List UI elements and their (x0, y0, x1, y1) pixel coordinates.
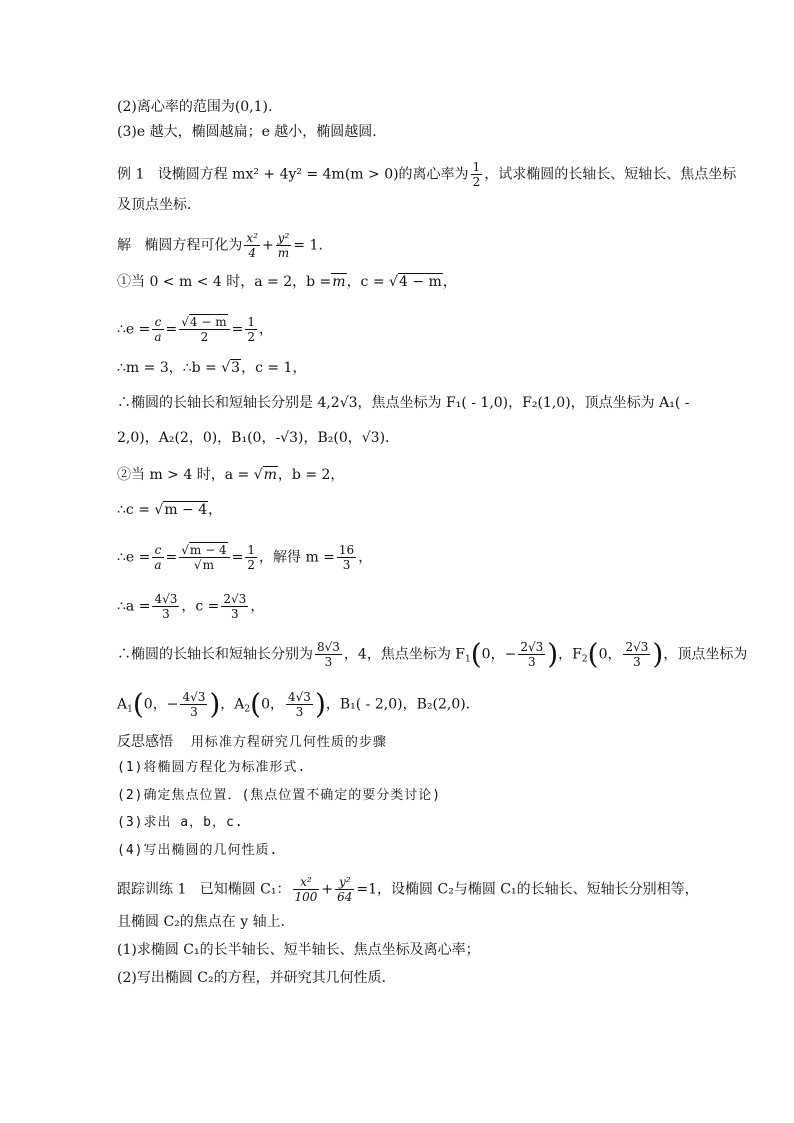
result-2-line-2: $A_1(0$，− $\frac{4√3}{3}$ )，$A_2(0$， $\frac{4√3}{3}$ )，B₁( - 2,0)，B₂(2,0)． (117, 687, 480, 721)
example-text: 设椭圆方程 mx² + 4y² = 4m(m > 0)的离心率为 (157, 166, 469, 183)
eccentricity-line-2: ∴e = $\frac{c}{a}$ = $\frac{√m - 4}{√m}$ = $\frac{1}{2}$ ，解得 m = $\frac{16}{3}$ ， (117, 543, 373, 572)
exercise-line-1: 跟踪训练 1 已知椭圆 C₁： $\frac{\text{x²}}{100}$ + $\frac{\text{y²}}{64}$ =1，设椭圆 C₂与椭圆 C₁的长轴长、短轴长分别相等， (117, 875, 699, 904)
reflection-step-3: (3)求出 a，b，c. (117, 815, 244, 830)
intro-point-2: (2)离心率的范围为(0,1). (117, 99, 273, 115)
reflection-heading (117, 732, 387, 753)
solution-label: 解 (117, 237, 131, 254)
result-2-line-1: ∴椭圆的长轴长和短轴长分别为 $\frac{8√3}{3}$ ，4，焦点坐标为 $F_1(0$，− $\frac{2√3}{3}$ )，$F_2(0$， $\frac{2√3}{3}$ )，顶点坐标为 (117, 637, 748, 671)
solution-line: 解 椭圆方程可化为 $\frac{\text{x²}}{4}$ + $\frac{\text{y²}}{m}$ = 1. (117, 231, 323, 260)
example-label: 例 1 (117, 166, 145, 183)
example-1-line-1 (117, 160, 736, 189)
case-2-line: ②当 m > 4 时，a = √m，b = 2， (117, 467, 345, 483)
eccentricity-fraction: $\frac{1}{2}$ (472, 160, 481, 189)
m-equals-3-line: ∴m = 3，∴b = √3，c = 1， (117, 360, 307, 376)
case-1-line: ①当 0 < m < 4 时，a = 2，b =m，c = √4 − m， (117, 274, 457, 290)
result-1-line-2: 2,0)，A₂(2，0)，B₁(0，-√3)，B₂(0，√3)． (117, 430, 400, 446)
eccentricity-line-1: ∴e = $\frac{c}{a}$ = $\frac{√4 - m}{2}$ = $\frac{1}{2}$ ， (117, 315, 273, 344)
c-value-line: ∴c = √m − 4， (117, 502, 223, 518)
example-1-line-2: 及顶点坐标． (117, 197, 201, 213)
exercise-label: 跟踪训练 1 (117, 881, 187, 898)
solution-eq-tail: = 1. (293, 237, 323, 254)
exercise-line-2: 且椭圆 C₂的焦点在 y 轴上． (117, 914, 295, 930)
result-1-line-1: ∴椭圆的长轴长和短轴长分别是 4,2√3，焦点坐标为 F₁( - 1,0)，F₂(1,0)，顶点坐标为 A₁( - (117, 395, 690, 411)
reflection-step-1: (1)将椭圆方程化为标准形式. (117, 760, 307, 775)
solution-text: 椭圆方程可化为 (144, 237, 243, 254)
exercise-question-1: (1)求椭圆 C₁的长半轴长、短半轴长、焦点坐标及离心率； (117, 942, 480, 958)
reflection-subtitle: 用标准方程研究几何性质的步骤 (190, 735, 387, 750)
reflection-step-4: (4)写出椭圆的几何性质. (117, 843, 279, 858)
example-text-tail: ，试求椭圆的长轴长、短轴长、焦点坐标 (484, 166, 737, 183)
reflection-step-2: (2)确定焦点位置．(焦点位置不确定的要分类讨论) (117, 788, 442, 803)
a-c-values-line: ∴a = $\frac{4√3}{3}$ ，c = $\frac{2√3}{3}$ ， (117, 592, 265, 621)
reflection-title: 反思感悟 (117, 734, 173, 750)
exercise-question-2: (2)写出椭圆 C₂的方程，并研究其几何性质． (117, 970, 396, 986)
intro-point-3: (3)e 越大，椭圆越扁；e 越小，椭圆越圆． (117, 124, 387, 140)
